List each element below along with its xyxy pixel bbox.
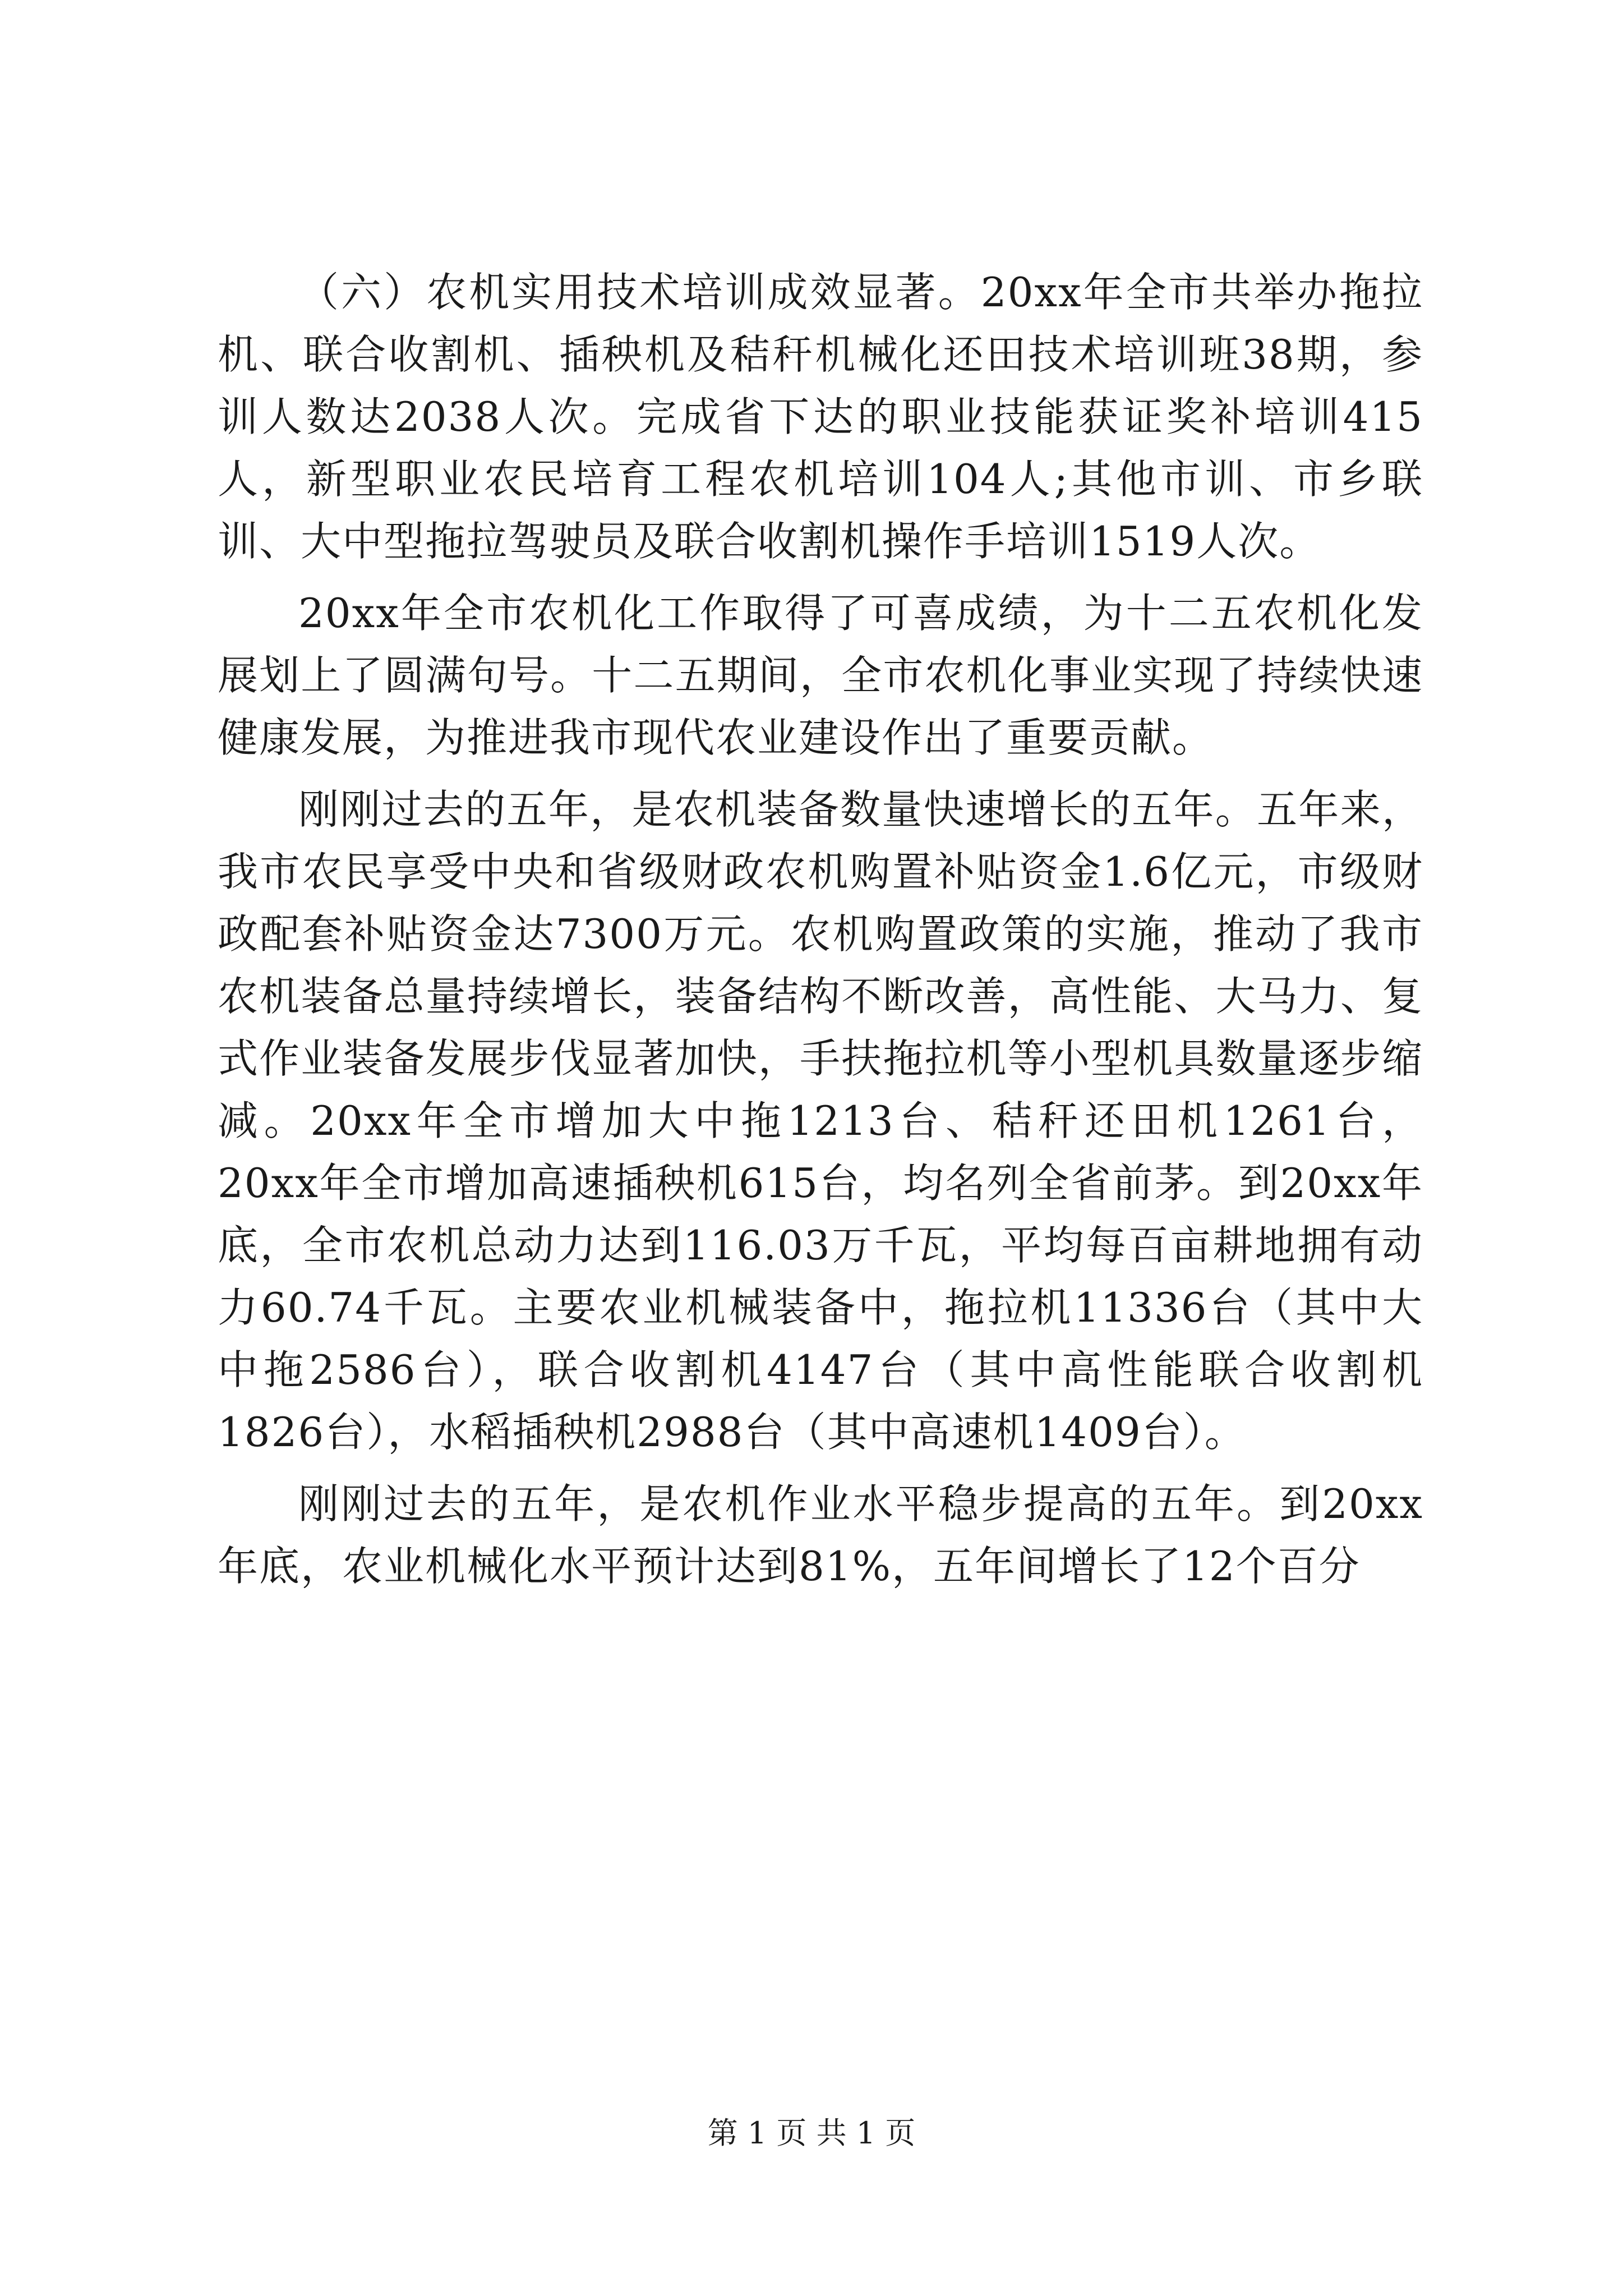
paragraph-operation-level: 刚刚过去的五年，是农机作业水平稳步提高的五年。到20xx年底，农业机械化水平预计达到81%，五年间增长了12个百分 [218, 1480, 1423, 1590]
paragraph-summary: 20xx年全市农机化工作取得了可喜成绩，为十二五农机化发展划上了圆满句号。十二五期间，全市农机化事业实现了持续快速健康发展，为推进我市现代农业建设作出了重要贡献。 [218, 590, 1423, 761]
document-body [218, 261, 1423, 1607]
page-number-footer: 第 1 页 共 1 页 [707, 2115, 916, 2151]
paragraph-training: （六）农机实用技术培训成效显著。20xx年全市共举办拖拉机、联合收割机、插秧机及秸秆机械化还田技术培训班38期，参训人数达2038人次。完成省下达的职业技能获证奖补培训415人，新型职业农民培育工程农机培训104人;其他市训、市乡联训、大中型拖拉驾驶员及联合收割机操作手培训1519人次。 [218, 269, 1423, 565]
paragraph-equipment: 刚刚过去的五年，是农机装备数量快速增长的五年。五年来，我市农民享受中央和省级财政农机购置补贴资金1.6亿元，市级财政配套补贴资金达7300万元。农机购置政策的实施，推动了我市农机装备总量持续增长，装备结构不断改善，高性能、大马力、复式作业装备发展步伐显著加快，手扶拖拉机等小型机具数量逐步缩减。20xx年全市增加大中拖1213台、秸秆还田机1261台，20xx年全市增加高速插秧机615台，均名列全省前茅。到20xx年底，全市农机总动力达到116.03万千瓦，平均每百亩耕地拥有动力60.74千瓦。主要农业机械装备中，拖拉机11336台（其中大中拖2586台），联合收割机4147台（其中高性能联合收割机1826台），水稻插秧机2988台（其中高速机1409台）。 [218, 786, 1423, 1456]
